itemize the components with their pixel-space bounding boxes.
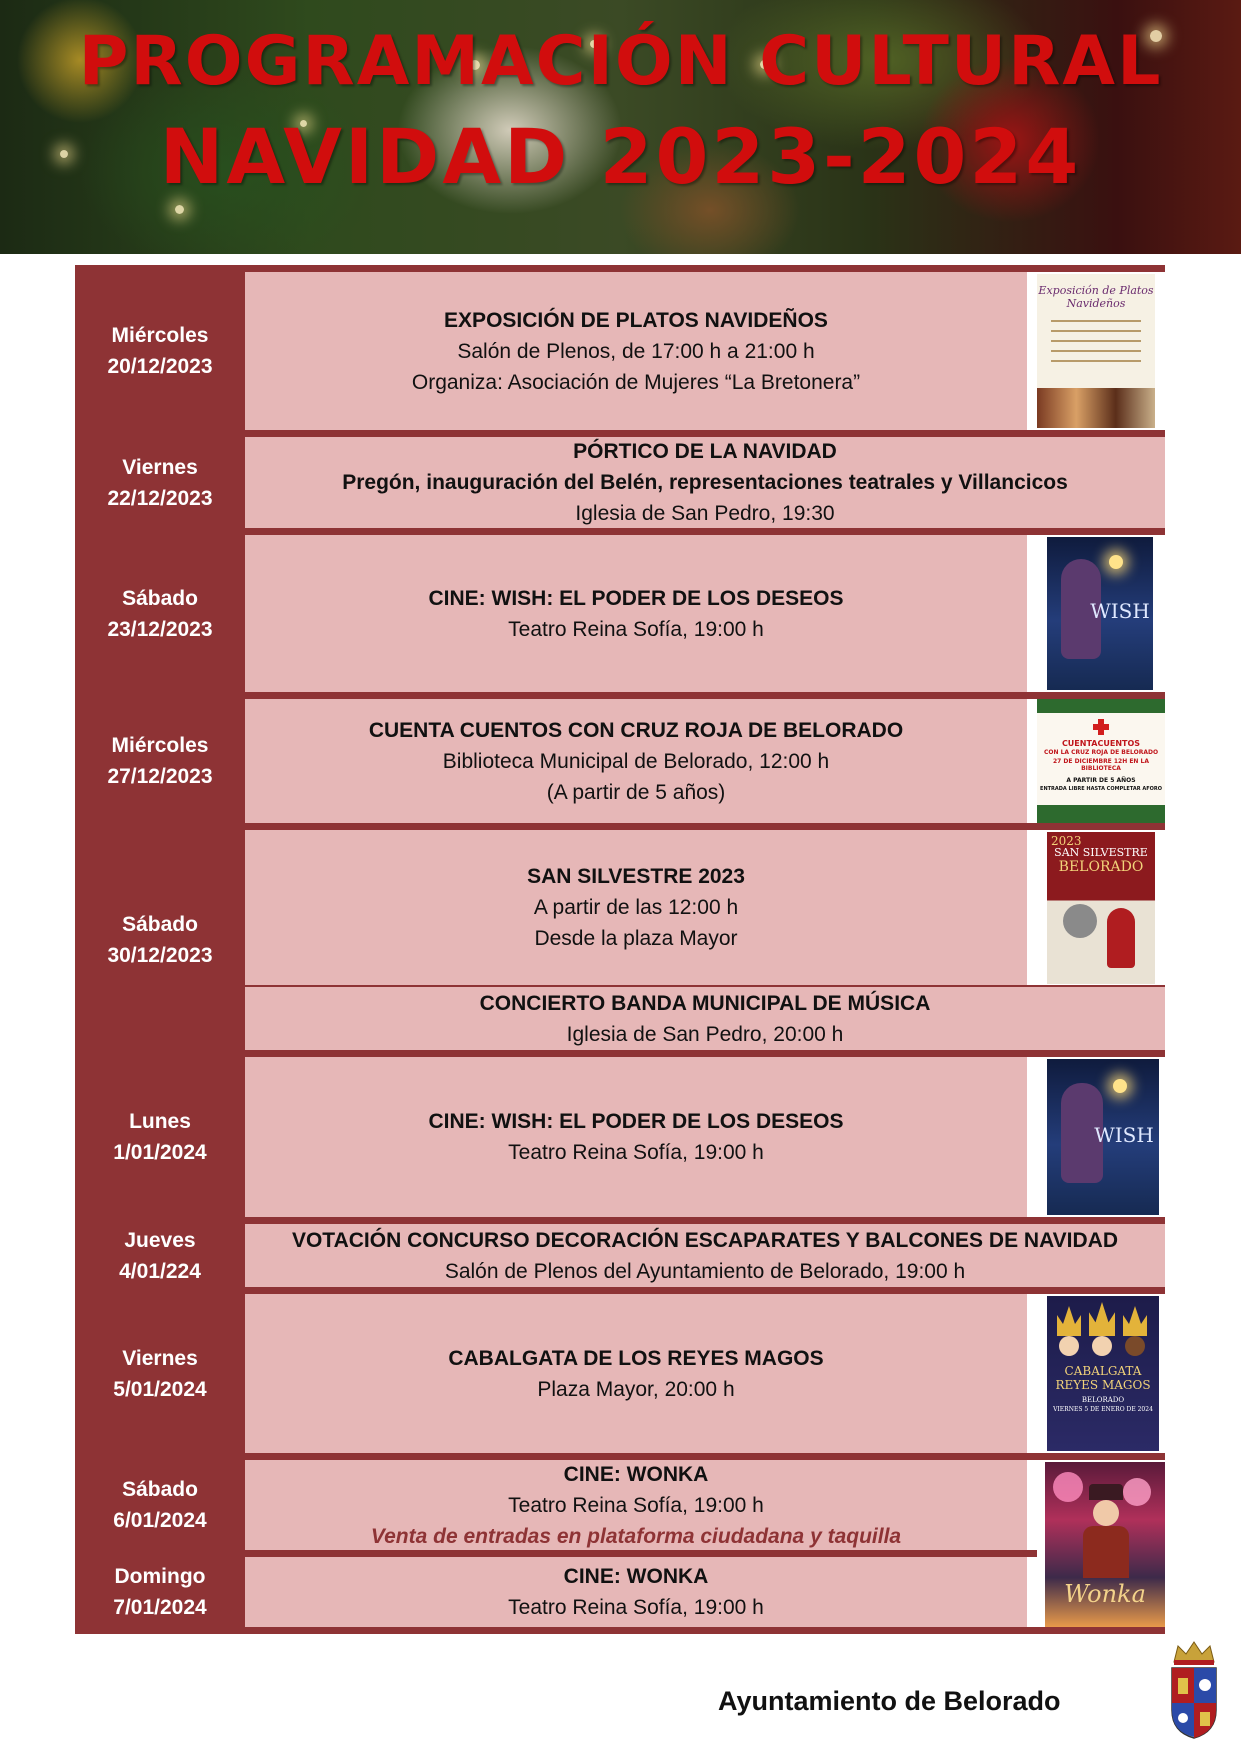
header-banner bbox=[0, 0, 1241, 254]
event-details bbox=[245, 699, 1027, 823]
event-details bbox=[245, 1294, 1027, 1453]
row-separator bbox=[75, 528, 1165, 535]
bokeh-light bbox=[175, 205, 184, 214]
row-separator bbox=[75, 1550, 1037, 1557]
row-separator bbox=[75, 1287, 1165, 1294]
event-title: EXPOSICIÓN DE PLATOS NAVIDEÑOS bbox=[444, 308, 828, 332]
event-row bbox=[75, 1224, 1165, 1287]
event-details bbox=[245, 1557, 1027, 1627]
row-separator bbox=[75, 1627, 1165, 1634]
event-location: Teatro Reina Sofía, 19:00 h bbox=[508, 1596, 764, 1619]
event-day: Viernes bbox=[122, 1346, 198, 1370]
event-row bbox=[75, 1557, 1165, 1627]
event-date-cell bbox=[75, 830, 245, 1050]
event-title: CINE: WISH: EL PODER DE LOS DESEOS bbox=[428, 586, 844, 610]
event-date-cell bbox=[75, 1460, 245, 1550]
footer-organization: Ayuntamiento de Belorado bbox=[718, 1686, 1061, 1716]
event-date-cell bbox=[75, 437, 245, 528]
event-location: Teatro Reina Sofía, 19:00 h bbox=[508, 1493, 764, 1517]
poster-title: CABALGATA bbox=[1064, 1364, 1142, 1378]
event-day: Miércoles bbox=[111, 324, 209, 347]
event-day: Jueves bbox=[124, 1228, 196, 1252]
event-details bbox=[245, 830, 1027, 985]
poster-title: Wonka bbox=[1064, 1580, 1146, 1608]
event-row bbox=[75, 437, 1165, 528]
row-separator bbox=[75, 1217, 1165, 1224]
wonka-poster bbox=[1045, 1462, 1165, 1627]
event-location: Iglesia de San Pedro, 20:00 h bbox=[566, 1022, 844, 1046]
poster-subtitle: CON LA CRUZ ROJA DE BELORADO bbox=[1043, 749, 1159, 756]
title-line-2: NAVIDAD 2023-2024 bbox=[159, 112, 1082, 201]
event-row bbox=[75, 1057, 1165, 1217]
event-date: 5/01/2024 bbox=[113, 1377, 207, 1401]
event-age: (A partir de 5 años) bbox=[546, 780, 726, 804]
event-details bbox=[245, 1057, 1027, 1217]
event-day: Lunes bbox=[129, 1110, 191, 1133]
coat-of-arms-icon bbox=[1166, 1640, 1222, 1740]
poster-age: A PARTIR DE 5 AÑOS bbox=[1066, 777, 1136, 784]
event-date-cell bbox=[75, 272, 245, 430]
event-date-cell bbox=[75, 1224, 245, 1287]
event-row bbox=[75, 1294, 1165, 1453]
event-day: Sábado bbox=[122, 1478, 198, 1501]
wish-poster bbox=[1047, 537, 1153, 690]
event-time: A partir de las 12:00 h bbox=[533, 896, 739, 919]
row-separator bbox=[75, 823, 1165, 830]
event-row bbox=[75, 272, 1165, 430]
poster-title: SAN SILVESTRE bbox=[1054, 846, 1148, 859]
event-date-cell bbox=[75, 1294, 245, 1453]
event-date: 7/01/2024 bbox=[113, 1596, 207, 1619]
event-subtitle: Pregón, inauguración del Belén, representaciones teatrales y Villancicos bbox=[342, 471, 1068, 494]
event-date: 1/01/2024 bbox=[113, 1141, 207, 1164]
wish-poster bbox=[1047, 1059, 1159, 1215]
row-separator bbox=[75, 692, 1165, 699]
event-title: CONCIERTO BANDA MUNICIPAL DE MÚSICA bbox=[479, 991, 931, 1015]
event-row bbox=[75, 830, 1165, 1050]
event-title: CUENTA CUENTOS CON CRUZ ROJA DE BELORADO bbox=[368, 718, 904, 742]
event-date: 20/12/2023 bbox=[107, 355, 213, 378]
poster-place: BELORADO bbox=[1081, 1396, 1125, 1404]
event-details bbox=[245, 987, 1165, 1050]
title-line-1: PROGRAMACIÓN CULTURAL bbox=[78, 22, 1163, 101]
poster-year: 2023 bbox=[1051, 834, 1082, 848]
event-row bbox=[75, 1460, 1165, 1550]
event-date: 30/12/2023 bbox=[107, 944, 213, 967]
exposicion-platos-poster bbox=[1037, 274, 1155, 428]
event-title: SAN SILVESTRE 2023 bbox=[527, 865, 745, 888]
event-details bbox=[245, 1460, 1027, 1550]
event-details bbox=[245, 535, 1027, 692]
event-date: 23/12/2023 bbox=[107, 617, 213, 641]
poster-title: CUENTACUENTOS bbox=[1061, 739, 1141, 748]
event-day: Miércoles bbox=[111, 734, 209, 757]
event-date: 6/01/2024 bbox=[113, 1509, 207, 1532]
cabalgata-poster bbox=[1047, 1296, 1159, 1451]
poster-entry: ENTRADA LIBRE HASTA COMPLETAR AFORO bbox=[1040, 786, 1162, 792]
event-title: CINE: WISH: EL PODER DE LOS DESEOS bbox=[428, 1110, 844, 1133]
event-title: CABALGATA DE LOS REYES MAGOS bbox=[448, 1346, 824, 1370]
event-location: Iglesia de San Pedro, 19:30 bbox=[575, 502, 835, 525]
row-separator bbox=[75, 1050, 1165, 1057]
event-details bbox=[245, 272, 1027, 430]
poster-subtitle: REYES MAGOS bbox=[1055, 1378, 1151, 1392]
event-location: Teatro Reina Sofía, 19:00 h bbox=[508, 1141, 764, 1164]
event-date-cell bbox=[75, 699, 245, 823]
event-date-cell bbox=[75, 535, 245, 692]
event-organizer: Organiza: Asociación de Mujeres “La Bretonera” bbox=[411, 370, 861, 394]
event-day: Sábado bbox=[122, 913, 198, 936]
poster-title: WISH bbox=[1090, 599, 1150, 623]
poster-date: 27 DE DICIEMBRE 12H EN LA BIBLIOTECA bbox=[1052, 758, 1150, 772]
ticket-note: Venta de entradas en plataforma ciudadana y taquilla bbox=[370, 1524, 902, 1548]
row-separator bbox=[75, 265, 1165, 272]
event-day: Sábado bbox=[122, 586, 198, 610]
event-title: CINE: WONKA bbox=[563, 1565, 709, 1588]
event-date-cell bbox=[75, 1557, 245, 1627]
event-location: Teatro Reina Sofía, 19:00 h bbox=[508, 617, 764, 641]
poster-place: BELORADO bbox=[1058, 859, 1144, 875]
event-date: 22/12/2023 bbox=[107, 486, 213, 510]
event-title: PÓRTICO DE LA NAVIDAD bbox=[573, 440, 837, 463]
event-date: 27/12/2023 bbox=[107, 765, 213, 788]
event-location: Salón de Plenos, de 17:00 h a 21:00 h bbox=[457, 339, 815, 363]
event-location: Biblioteca Municipal de Belorado, 12:00 h bbox=[442, 749, 830, 773]
event-location: Plaza Mayor, 20:00 h bbox=[537, 1377, 735, 1401]
san-silvestre-poster bbox=[1047, 832, 1155, 984]
event-details bbox=[245, 1224, 1165, 1287]
poster-date: VIERNES 5 DE ENERO DE 2024 bbox=[1053, 1406, 1153, 1413]
event-day: Viernes bbox=[122, 455, 198, 479]
event-location: Salón de Plenos del Ayuntamiento de Belorado, 19:00 h bbox=[444, 1259, 966, 1283]
event-title: CINE: WONKA bbox=[563, 1462, 709, 1486]
event-row bbox=[75, 535, 1165, 692]
event-date: 4/01/224 bbox=[119, 1259, 201, 1283]
event-details bbox=[245, 437, 1165, 528]
poster-title: WISH bbox=[1094, 1123, 1154, 1147]
event-day: Domingo bbox=[114, 1565, 206, 1588]
event-location: Desde la plaza Mayor bbox=[534, 927, 738, 950]
event-date-cell bbox=[75, 1057, 245, 1217]
poster-title: Exposición de Platos Navideños bbox=[1038, 284, 1154, 310]
event-row bbox=[75, 699, 1165, 823]
cuentacuentos-poster bbox=[1037, 699, 1165, 823]
event-title: VOTACIÓN CONCURSO DECORACIÓN ESCAPARATES Y BALCONES DE NAVIDAD bbox=[291, 1228, 1119, 1252]
